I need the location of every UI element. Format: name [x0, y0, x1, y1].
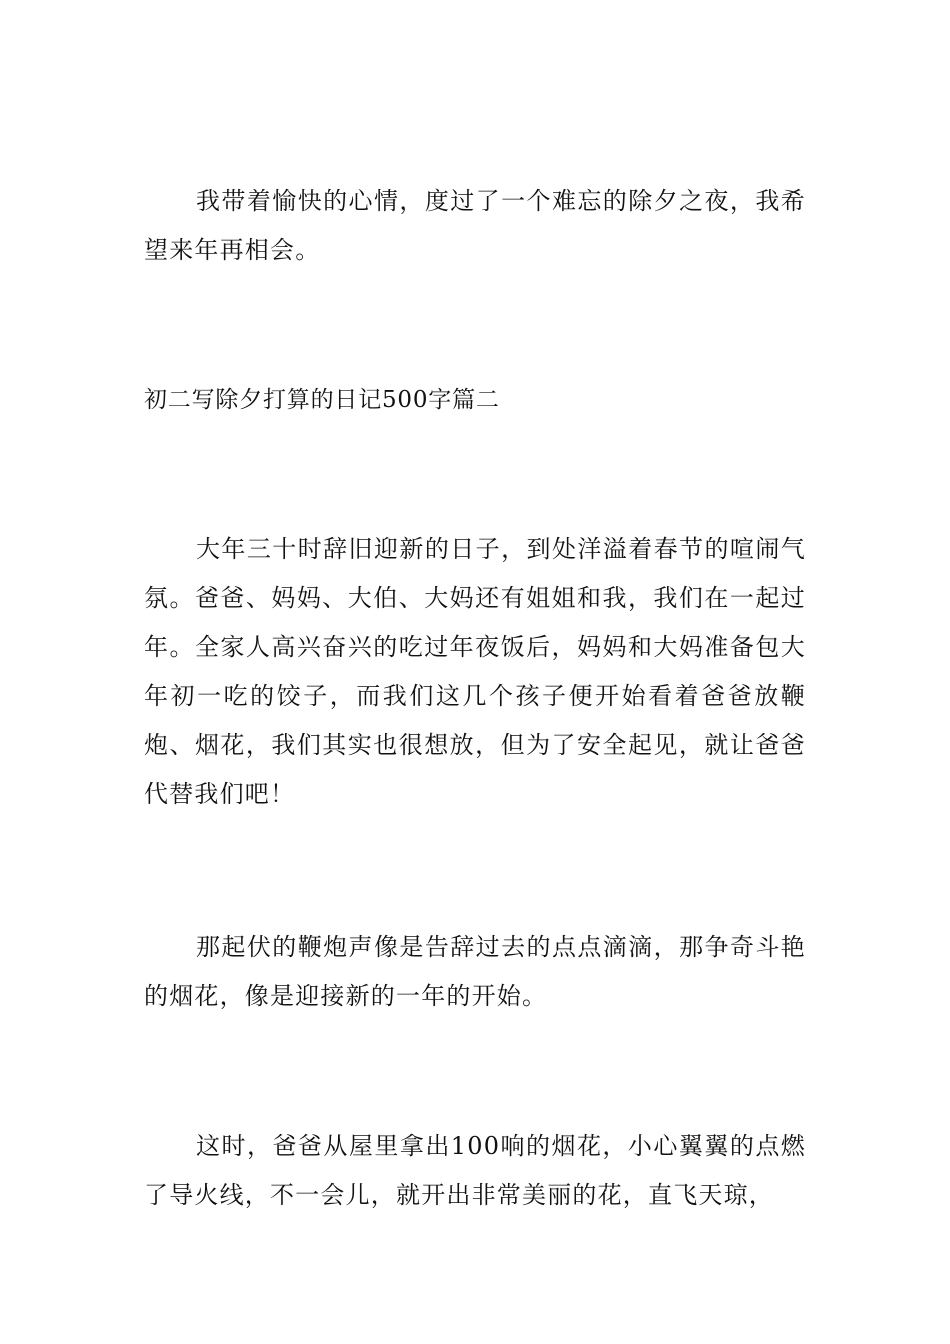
section-heading: 初二写除夕打算的日记500字篇二	[144, 387, 500, 413]
paragraph-firecrackers: 那起伏的鞭炮声像是告辞过去的点点滴滴，那争奇斗艳的烟花，像是迎接新的一年的开始。	[144, 933, 806, 1010]
paragraph-fireworks: 这时，爸爸从屋里拿出100响的烟花，小心翼翼的点燃了导火线，不一会儿，就开出非常美丽的花，直飞天琼，	[144, 1132, 806, 1209]
paragraph-closing: 我带着愉快的心情，度过了一个难忘的除夕之夜，我希望来年再相会。	[144, 187, 806, 264]
paragraph-new-year-eve: 大年三十时辞旧迎新的日子，到处洋溢着春节的喧闹气氛。爸爸、妈妈、大伯、大妈还有姐姐和我，我们在一起过年。全家人高兴奋兴的吃过年夜饭后，妈妈和大妈准备包大年初一吃的饺子，而我们这几个孩子便开始看着爸爸放鞭炮、烟花，我们其实也很想放，但为了安全起见，就让爸爸代替我们吧！	[144, 535, 806, 808]
